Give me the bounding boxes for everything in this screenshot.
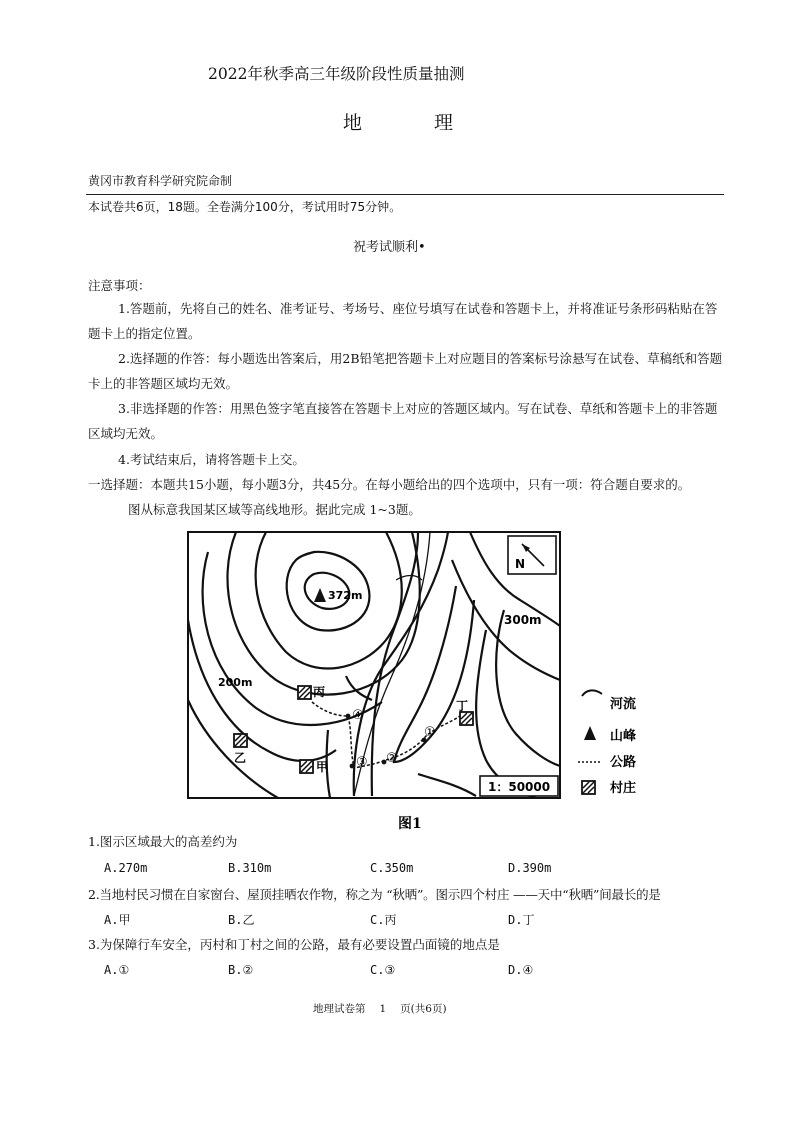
contour-label-300: 300m [504,613,542,627]
legend [578,690,636,796]
question-1-option-d: D.390m [508,861,552,875]
notice-item-2: 2.选择题的作答：每小题选出答案后，用2B铅笔把答题卡上对应题目的答案标号涂悬写在试卷、草稿纸和答题卡上的非答题区域均无效。 [88,351,723,391]
question-2-option-d: D.丁 [508,913,535,927]
contour-map [186,530,658,830]
question-2-option-a: A.甲 [104,913,131,927]
legend-river-icon [582,690,602,696]
contour-map-figure [186,530,658,830]
peak-label: 372m [328,589,363,602]
question-2-option-c: C.丙 [370,913,397,927]
north-label: N [515,557,526,571]
svg-text:丁: 丁 [456,699,469,713]
section-heading: 一选择题：本题共15小题，每小题3分，共45分。在每小题给出的四个选项中，只有一项：符合题自要求的。 [88,477,691,492]
exam-info: 本试卷共6页，18题。全卷满分100分，考试用时75分钟。 [88,200,402,214]
exam-title: 2022年秋季高三年级阶段性质量抽测 [208,65,465,83]
question-1-option-a: A.270m [104,861,148,875]
question-3-option-d: D.④ [508,963,534,977]
legend-road-label: 公路 [610,755,637,770]
question-3-option-b: B.② [228,963,254,977]
organizer: 黄冈市教育科学研究院命制 [88,174,233,188]
question-1-option-b: B.310m [228,861,272,875]
svg-text:乙: 乙 [234,751,247,765]
subject-title [343,108,453,135]
subject-char-1: 地 [343,112,363,134]
legend-river-label: 河流 [610,697,637,712]
question-3-stem: 3.为保障行车安全，丙村和丁村之间的公路，最有必要设置凸面镜的地点是 [88,937,500,952]
point-3-dot [350,764,355,769]
question-2-stem: 2.当地村民习惯在自家窗台、屋顶挂晒农作物，称之为 “秋晒”。图示四个村庄 ——天中“秋晒”间最长的是 [88,887,661,902]
footer-suffix: 页(共6页) [400,1003,447,1015]
point-2-label: ② [386,751,398,766]
point-1-label: ① [424,725,436,740]
footer-page-number: 1 [379,1003,387,1015]
legend-village-label: 村庄 [610,781,637,796]
header-divider [86,194,724,195]
question-2-option-b: B.乙 [228,913,255,927]
scale-label: 1：50000 [488,780,551,794]
svg-text:甲: 甲 [316,760,329,774]
svg-text:丙: 丙 [313,685,326,699]
point-4-dot [346,714,351,719]
question-1-stem: 1.图示区域最大的高差约为 [88,834,238,849]
question-1-option-c: C.350m [370,861,414,875]
notice-item-3: 3.非选择题的作答：用黑色签字笔直接答在答题卡上对应的答题区域内。写在试卷、草纸和答题卡上的非答题区域均无效。 [88,401,718,441]
notice-item-4: 4.考试结束后，请将答题卡上交。 [118,452,305,467]
legend-peak-label: 山峰 [610,729,637,744]
page-footer [313,1001,447,1016]
subject-char-2: 理 [434,112,454,134]
notice-heading: 注意事项： [88,278,151,293]
question-lead: 图从标意我国某区域等高线地形。据此完成 1~3题。 [128,502,421,517]
footer-prefix: 地理试卷第 [313,1003,366,1015]
contour-label-200: 200m [218,676,253,689]
village-bing [298,684,325,699]
question-3-option-c: C.③ [370,963,396,977]
good-luck-wish: 祝考试顺利• [353,240,426,255]
point-4-label: ④ [352,708,364,723]
notice-item-1: 1.答题前，先将自己的姓名、准考证号、考场号、座位号填写在试卷和答题卡上，并将准证号条形码粘贴在答题卡上的指定位置。 [88,301,718,341]
legend-peak-icon [584,726,596,740]
figure-caption: 图1 [398,816,422,830]
question-3-option-a: A.① [104,963,130,977]
point-3-label: ③ [356,755,368,770]
